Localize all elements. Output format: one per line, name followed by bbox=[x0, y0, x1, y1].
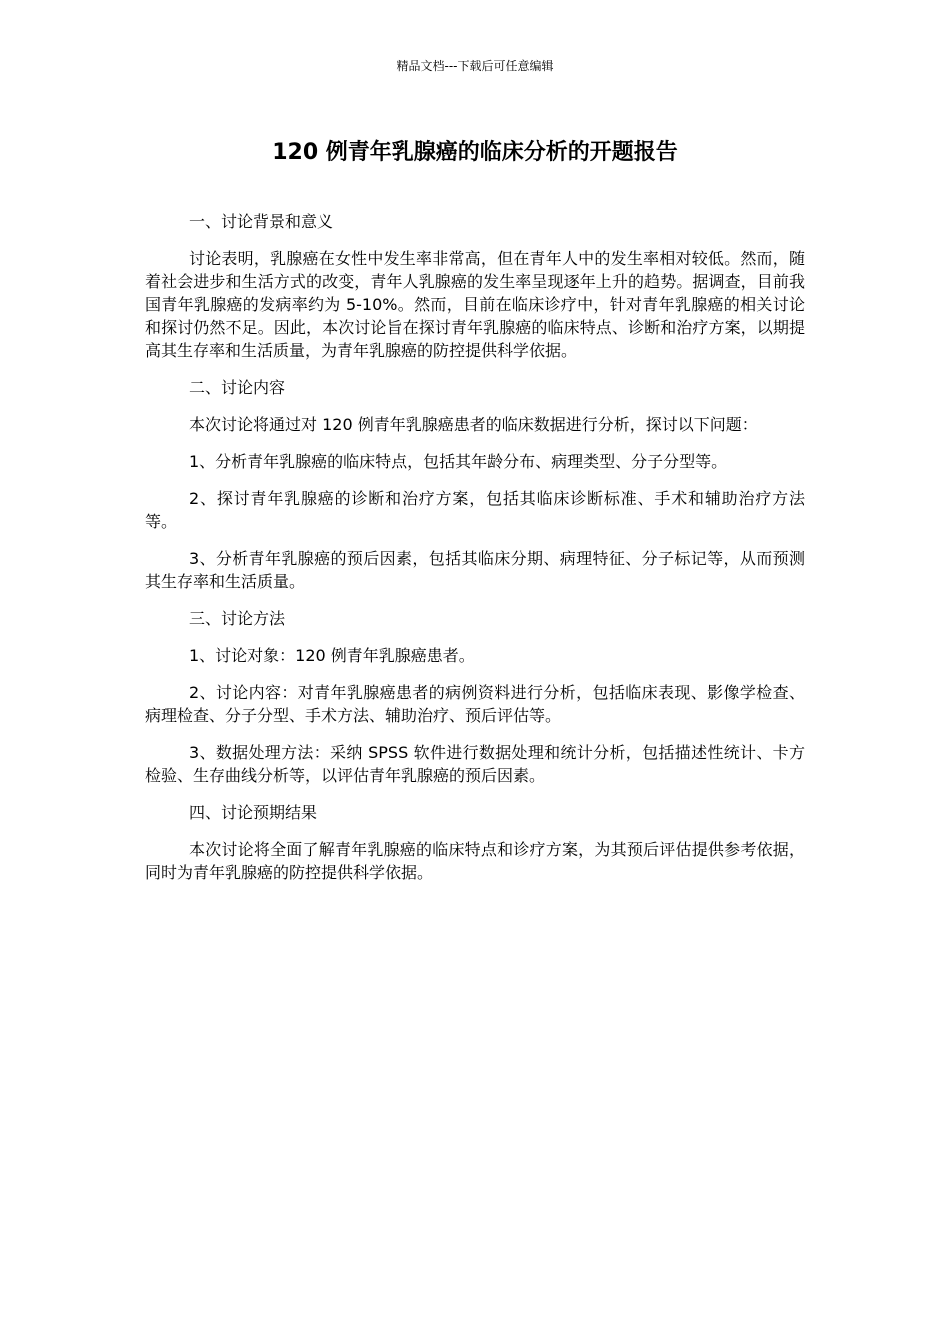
section-heading-methods: 三、讨论方法 bbox=[189, 609, 286, 628]
background-paragraph: 讨论表明，乳腺癌在女性中发生率非常高，但在青年人中的发生率相对较低。然而，随着社会进步和生活方式的改变，青年人乳腺癌的发生率呈现逐年上升的趋势。据调查，目前我国青年乳腺癌的发病率约为 5-10%。然而，目前在临床诊疗中，针对青年乳腺癌的相关讨论和探讨仍然不足。因此，本次讨论旨在探讨青年乳腺癌的临床特点、诊断和治疗方案，以期提高其生存率和生活质量，为青年乳腺癌的防控提供科学依据。 bbox=[145, 249, 805, 360]
document-title: 120 例青年乳腺癌的临床分析的开题报告 bbox=[272, 140, 678, 165]
section-heading-expected-results: 四、讨论预期结果 bbox=[189, 803, 318, 822]
methods-item-1: 1、讨论对象：120 例青年乳腺癌患者。 bbox=[189, 646, 475, 665]
content-item-3: 3、分析青年乳腺癌的预后因素，包括其临床分期、病理特征、分子标记等，从而预测其生存率和生活质量。 bbox=[145, 549, 805, 591]
methods-item-3: 3、数据处理方法：采纳 SPSS 软件进行数据处理和统计分析，包括描述性统计、卡方检验、生存曲线分析等，以评估青年乳腺癌的预后因素。 bbox=[145, 743, 805, 785]
section-heading-content: 二、讨论内容 bbox=[189, 378, 286, 397]
document-body bbox=[145, 210, 805, 898]
content-intro-paragraph: 本次讨论将通过对 120 例青年乳腺癌患者的临床数据进行分析，探讨以下问题： bbox=[189, 415, 758, 434]
expected-results-paragraph: 本次讨论将全面了解青年乳腺癌的临床特点和诊疗方案，为其预后评估提供参考依据，同时为青年乳腺癌的防控提供科学依据。 bbox=[145, 840, 805, 882]
content-item-2: 2、探讨青年乳腺癌的诊断和治疗方案，包括其临床诊断标准、手术和辅助治疗方法等。 bbox=[145, 489, 805, 531]
header-note: 精品文档---下载后可任意编辑 bbox=[396, 59, 554, 73]
section-heading-background: 一、讨论背景和意义 bbox=[189, 212, 334, 231]
methods-item-2: 2、讨论内容：对青年乳腺癌患者的病例资料进行分析，包括临床表现、影像学检查、病理检查、分子分型、手术方法、辅助治疗、预后评估等。 bbox=[145, 683, 805, 725]
content-item-1: 1、分析青年乳腺癌的临床特点，包括其年龄分布、病理类型、分子分型等。 bbox=[189, 452, 728, 471]
